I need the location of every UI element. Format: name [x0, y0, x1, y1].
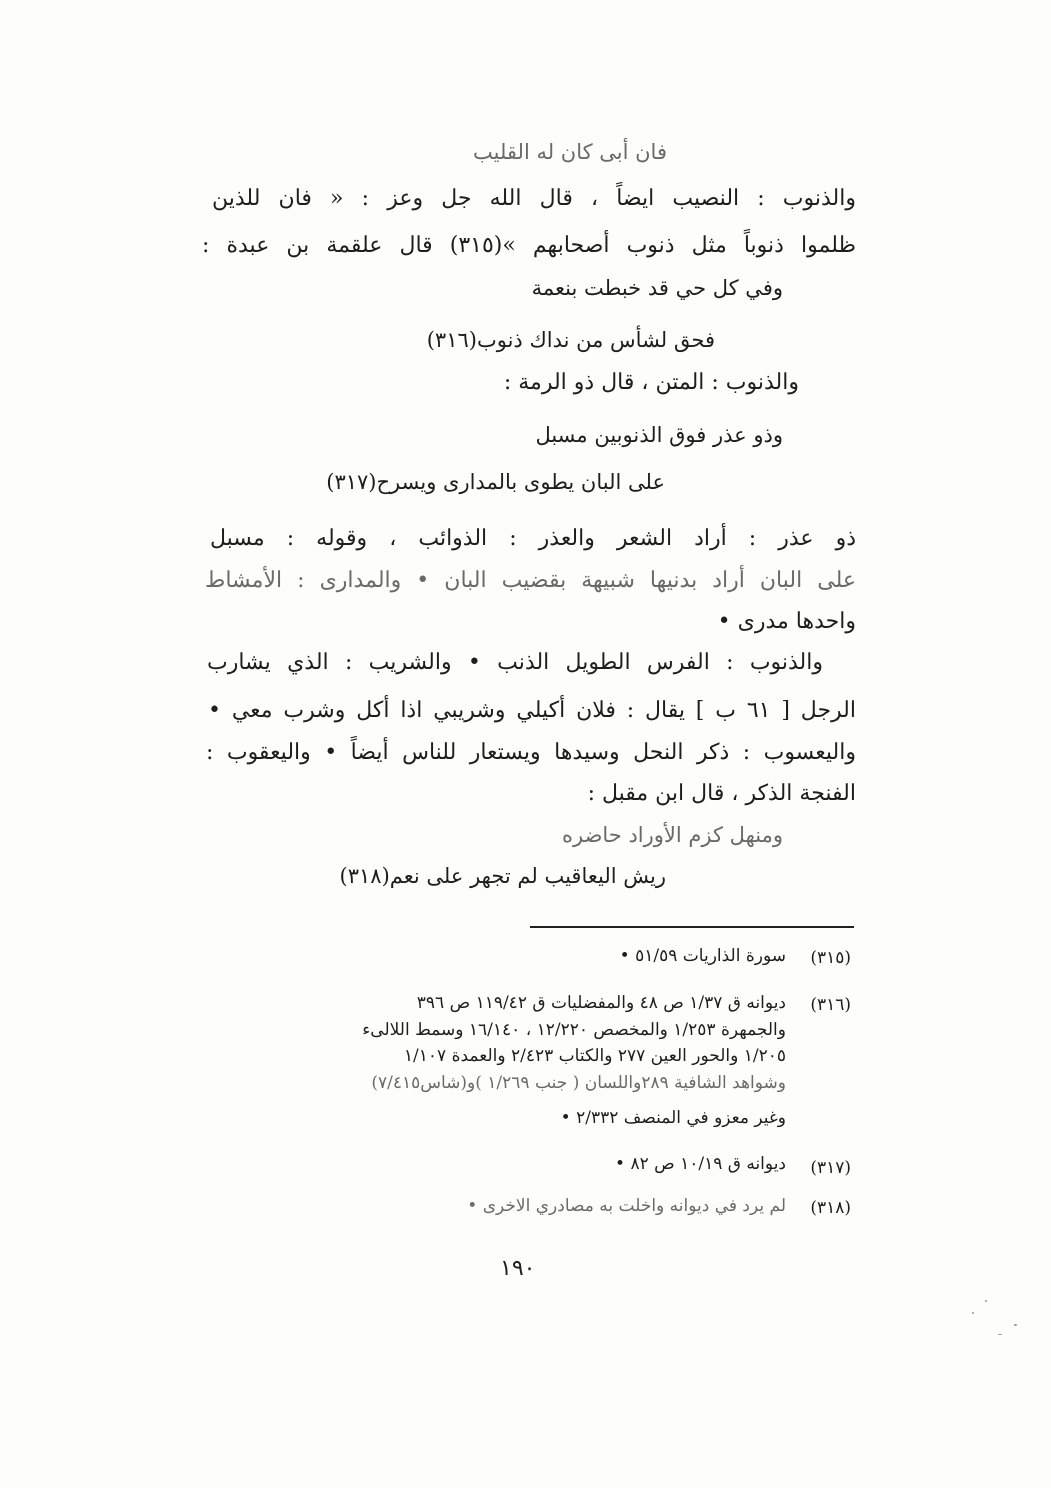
text-line: والذنوب : المتن ، قال ذو الرمة : [503, 370, 799, 395]
text-line: والذنوب : النصيب ايضاً ، قال الله جل وعز : « فان للذين [212, 186, 856, 211]
footnote-text: لم يرد في ديوانه واخلت به مصادري الاخرى • [467, 1196, 786, 1216]
verse-line: فحق لشأس من نداك ذنوب(٣١٦) [426, 328, 715, 352]
text-line: الرجل [ ٦١ ب ] يقال : فلان أكيلي وشريبي اذا أكل وشرب معي • [208, 698, 856, 723]
footnote-separator [530, 926, 854, 928]
text-line: على البان أراد بدنيها شبيهة بقضيب البان • والمدارى : الأمشاط [205, 568, 856, 593]
text-line: ظلموا ذنوباً مثل ذنوب أصحابهم »(٣١٥) قال علقمة بن عبدة : [202, 233, 856, 258]
footnote-text: وشواهد الشافية ٢٨٩واللسان ( جنب ١/٢٦٩ )و(شاس٧/٤١٥) [371, 1073, 786, 1093]
footnote-text: والجمهرة ١/٢٥٣ والمخصص ١٢/٢٢٠ ، ١٦/١٤٠ وسمط اللالىء [362, 1020, 786, 1040]
footnote-number: (٣١٥) [810, 948, 851, 968]
verse-line: فان أبى كان له القليب [473, 140, 667, 164]
scan-speck [1014, 1324, 1017, 1326]
footnote-number: (٣١٨) [810, 1198, 851, 1218]
footnote-text: ١/٢٠٥ والحور العين ٢٧٧ والكتاب ٢/٤٢٣ والعمدة ١/١٠٧ [403, 1046, 786, 1066]
footnote-number: (٣١٦) [810, 995, 851, 1015]
verse-line: على البان يطوى بالمدارى ويسرح(٣١٧) [326, 470, 665, 494]
footnote-text: وغير معزو في المنصف ٢/٣٣٢ • [560, 1108, 786, 1128]
page-number: ١٩٠ [500, 1256, 536, 1281]
scan-speck [985, 1300, 987, 1302]
footnote-text: سورة الذاريات ٥١/٥٩ • [619, 946, 786, 966]
verse-line: وفي كل حي قد خبطت بنعمة [531, 276, 783, 300]
text-line: الفنجة الذكر ، قال ابن مقبل : [587, 781, 856, 806]
verse-line: وذو عذر فوق الذنوبين مسبل [535, 423, 783, 447]
text-line: واحدها مدرى • [717, 609, 856, 634]
footnote-number: (٣١٧) [810, 1158, 851, 1178]
text-line: والذنوب : الفرس الطويل الذنب • والشريب : الذي يشارب [207, 650, 823, 675]
verse-line: ريش اليعاقيب لم تجهر على نعم(٣١٨) [339, 864, 666, 888]
verse-line: ومنهل كزم الأوراد حاضره [561, 823, 783, 847]
scan-speck [998, 1334, 1002, 1335]
text-line: ذو عذر : أراد الشعر والعذر : الذوائب ، وقوله : مسبل [210, 526, 856, 551]
text-line: واليعسوب : ذكر النحل وسيدها ويستعار للناس أيضاً • واليعقوب : [206, 740, 856, 765]
footnote-text: ديوانه ق ١/٣٧ ص ٤٨ والمفضليات ق ١١٩/٤٢ ص ٣٩٦ [416, 993, 786, 1013]
footnote-text: ديوانه ق ١٠/١٩ ص ٨٢ • [615, 1154, 786, 1174]
scan-speck [972, 1312, 974, 1314]
